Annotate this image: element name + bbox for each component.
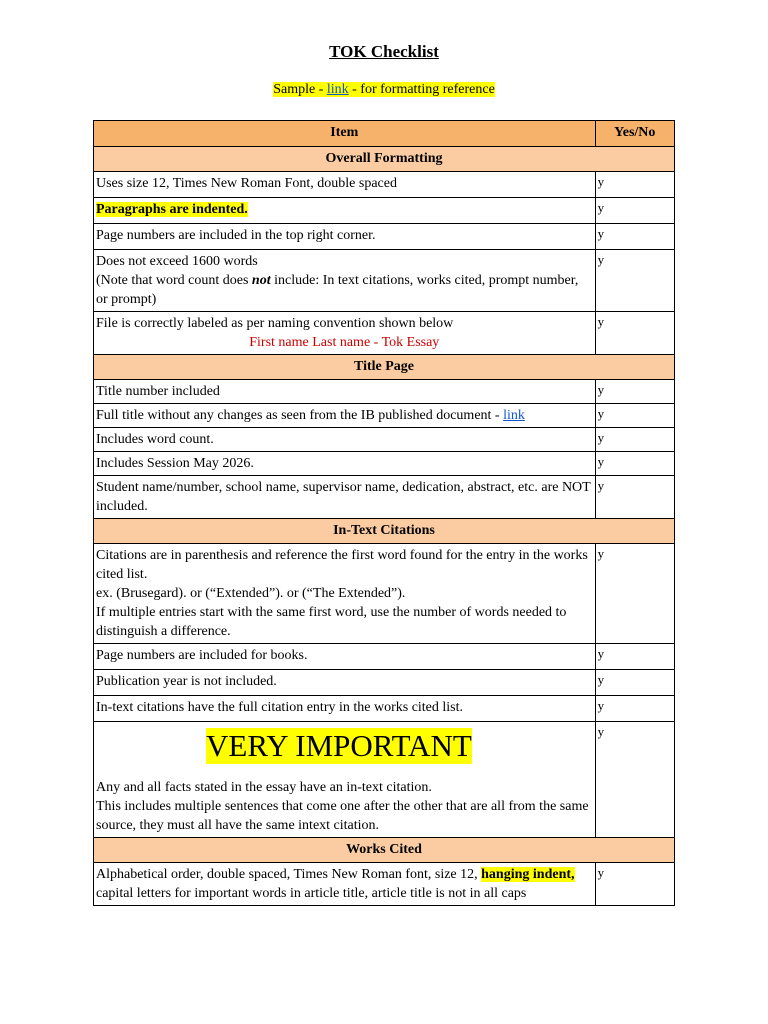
answer-cell: y — [595, 696, 674, 722]
subtitle-prefix: Sample - — [273, 82, 327, 97]
subtitle-suffix: - for formatting reference — [348, 82, 495, 97]
answer-cell: y — [595, 452, 674, 476]
table-row — [94, 224, 675, 250]
section-row — [94, 147, 675, 172]
header-row — [94, 121, 675, 147]
section-title-page: Title Page — [94, 355, 675, 380]
section-overall-formatting: Overall Formatting — [94, 147, 675, 172]
item-full-title — [94, 404, 596, 428]
table-row — [94, 428, 675, 452]
answer-cell: y — [595, 198, 674, 224]
checklist-table — [93, 120, 675, 906]
sample-link[interactable]: link — [326, 82, 349, 97]
spacer — [96, 764, 593, 778]
item-indent — [94, 198, 596, 224]
answer-cell: y — [595, 312, 674, 355]
section-row — [94, 838, 675, 863]
full-title-text: Full title without any changes as seen from the IB published document - — [96, 408, 504, 423]
very-important-banner: VERY IMPORTANT — [206, 728, 472, 763]
item-very-important — [94, 722, 596, 838]
item-session: Includes Session May 2026. — [94, 452, 596, 476]
header-yes-no: Yes/No — [595, 121, 674, 147]
word-count-line: Does not exceed 1600 words — [96, 254, 258, 269]
answer-cell: y — [595, 428, 674, 452]
works-cited-pre: Alphabetical order, double spaced, Times New Roman font, size 12, — [96, 867, 482, 882]
item-word-count — [94, 250, 596, 312]
subtitle — [0, 82, 768, 98]
answer-cell: y — [595, 544, 674, 644]
citation-format-example: ex. (Brusegard). or (“Extended”). or (“The Extended”). — [96, 586, 406, 601]
citation-format-line3: If multiple entries start with the same first word, use the number of words needed to distinguish a difference. — [96, 605, 567, 639]
table-row — [94, 172, 675, 198]
answer-cell: y — [595, 250, 674, 312]
table-row — [94, 696, 675, 722]
very-important-line2: This includes multiple sentences that come one after the other that are all from the same source, they must all have the same intext citation. — [96, 799, 589, 833]
table-row — [94, 722, 675, 838]
naming-convention: First name Last name - Tok Essay — [249, 335, 440, 350]
item-book-pages: Page numbers are included for books. — [94, 644, 596, 670]
section-row — [94, 519, 675, 544]
answer-cell: y — [595, 404, 674, 428]
page-title: TOK Checklist — [329, 42, 439, 61]
table-row — [94, 452, 675, 476]
very-important-line1: Any and all facts stated in the essay have an in-text citation. — [96, 780, 432, 795]
table-row — [94, 380, 675, 404]
table-row — [94, 198, 675, 224]
word-count-note-emphasis: not — [251, 273, 271, 288]
header-item: Item — [94, 121, 596, 147]
answer-cell: y — [595, 722, 674, 838]
table-row — [94, 644, 675, 670]
item-file-label — [94, 312, 596, 355]
table-row — [94, 544, 675, 644]
table-row — [94, 670, 675, 696]
table-row — [94, 404, 675, 428]
answer-cell: y — [595, 670, 674, 696]
item-full-citation-entry: In-text citations have the full citation entry in the works cited list. — [94, 696, 596, 722]
subtitle-highlight — [273, 82, 495, 97]
works-cited-post: capital letters for important words in article title, article title is not in all caps — [96, 886, 527, 901]
answer-cell: y — [595, 172, 674, 198]
table-row — [94, 250, 675, 312]
highlight-hanging-indent: hanging indent, — [481, 867, 575, 882]
item-includes-word-count: Includes word count. — [94, 428, 596, 452]
answer-cell: y — [595, 644, 674, 670]
section-row — [94, 355, 675, 380]
answer-cell: y — [595, 863, 674, 906]
section-works-cited: Works Cited — [94, 838, 675, 863]
item-publication-year: Publication year is not included. — [94, 670, 596, 696]
item-page-numbers: Page numbers are included in the top right corner. — [94, 224, 596, 250]
ib-document-link[interactable]: link — [503, 408, 525, 423]
item-citation-format — [94, 544, 596, 644]
answer-cell: y — [595, 476, 674, 519]
word-count-note-pre: (Note that word count does — [96, 273, 252, 288]
word-count-note-post: include: In text citations, works cited, prompt number, or prompt) — [96, 273, 579, 307]
item-font: Uses size 12, Times New Roman Font, double spaced — [94, 172, 596, 198]
table-row — [94, 476, 675, 519]
section-in-text-citations: In-Text Citations — [94, 519, 675, 544]
answer-cell: y — [595, 380, 674, 404]
file-label-text: File is correctly labeled as per naming convention shown below — [96, 316, 454, 331]
item-title-number: Title number included — [94, 380, 596, 404]
table-row — [94, 863, 675, 906]
answer-cell: y — [595, 224, 674, 250]
item-works-cited-format — [94, 863, 596, 906]
highlight-indent: Paragraphs are indented. — [96, 202, 248, 217]
item-not-included: Student name/number, school name, supervisor name, dedication, abstract, etc. are NOT included. — [94, 476, 596, 519]
citation-format-line1: Citations are in parenthesis and reference the first word found for the entry in the works cited list. — [96, 548, 588, 582]
table-row — [94, 312, 675, 355]
